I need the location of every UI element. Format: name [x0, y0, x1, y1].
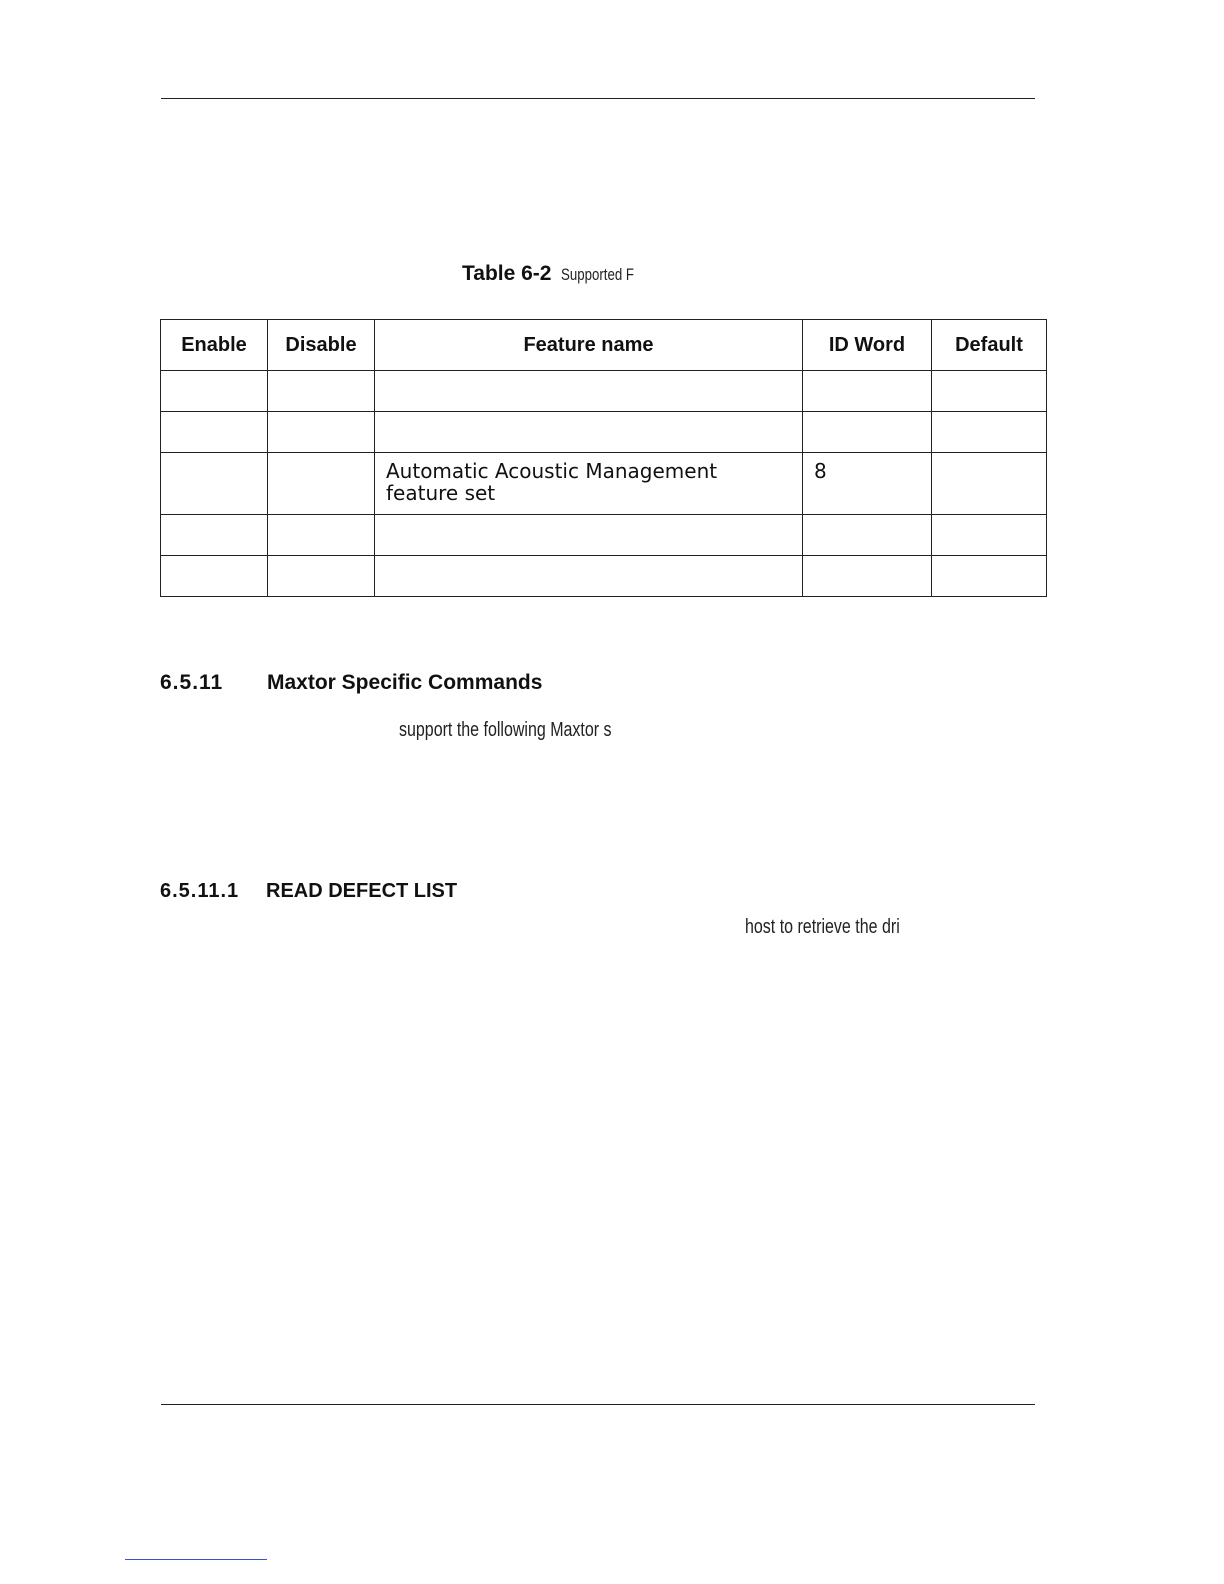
table-cell [161, 515, 268, 556]
table-cell [375, 515, 803, 556]
table-cell [803, 556, 932, 597]
column-header-disable: Disable [268, 320, 375, 371]
table-caption [462, 262, 655, 286]
table-cell [268, 412, 375, 453]
column-header-feature-name: Feature name [375, 320, 803, 371]
table-cell [268, 515, 375, 556]
feature-name-cell: Automatic Acoustic Management feature set [375, 453, 803, 515]
table-row [161, 556, 1047, 597]
table-cell [375, 556, 803, 597]
table-cell [803, 371, 932, 412]
table-cell [268, 453, 375, 515]
table-cell [268, 556, 375, 597]
header-rule [161, 98, 1035, 99]
footer-rule [161, 1404, 1035, 1405]
table-row [161, 515, 1047, 556]
link-underline[interactable] [125, 1559, 267, 1560]
subsection-heading [160, 880, 457, 903]
table-cell [161, 556, 268, 597]
table-cell [161, 412, 268, 453]
table-row [161, 371, 1047, 412]
column-header-enable: Enable [161, 320, 268, 371]
supported-features-table [160, 319, 1047, 597]
table-cell [803, 515, 932, 556]
table-cell [268, 371, 375, 412]
subsection-body-text: host to retrieve the dri [745, 916, 900, 938]
table-cell [932, 412, 1047, 453]
table-caption-text: Supported F [561, 265, 635, 284]
table-cell [932, 556, 1047, 597]
table-cell [932, 515, 1047, 556]
table-cell [932, 371, 1047, 412]
table-row [161, 412, 1047, 453]
table-cell [375, 371, 803, 412]
table-caption-label: Table 6-2 [462, 262, 552, 285]
table-cell [161, 371, 268, 412]
column-header-default: Default [932, 320, 1047, 371]
table-cell [803, 412, 932, 453]
table-cell [932, 453, 1047, 515]
column-header-id-word: ID Word [803, 320, 932, 371]
subsection-title: READ DEFECT LIST [266, 880, 458, 902]
table-header-row [161, 320, 1047, 371]
table-row [161, 453, 1047, 515]
section-title: Maxtor Specific Commands [267, 671, 543, 694]
section-body-text: support the following Maxtor s [399, 719, 612, 741]
table-cell [375, 412, 803, 453]
subsection-number: 6.5.11.1 [160, 880, 240, 902]
section-number: 6.5.11 [160, 671, 224, 694]
table-cell [161, 453, 268, 515]
section-heading [160, 671, 542, 695]
id-word-cell: 8 [803, 453, 932, 515]
